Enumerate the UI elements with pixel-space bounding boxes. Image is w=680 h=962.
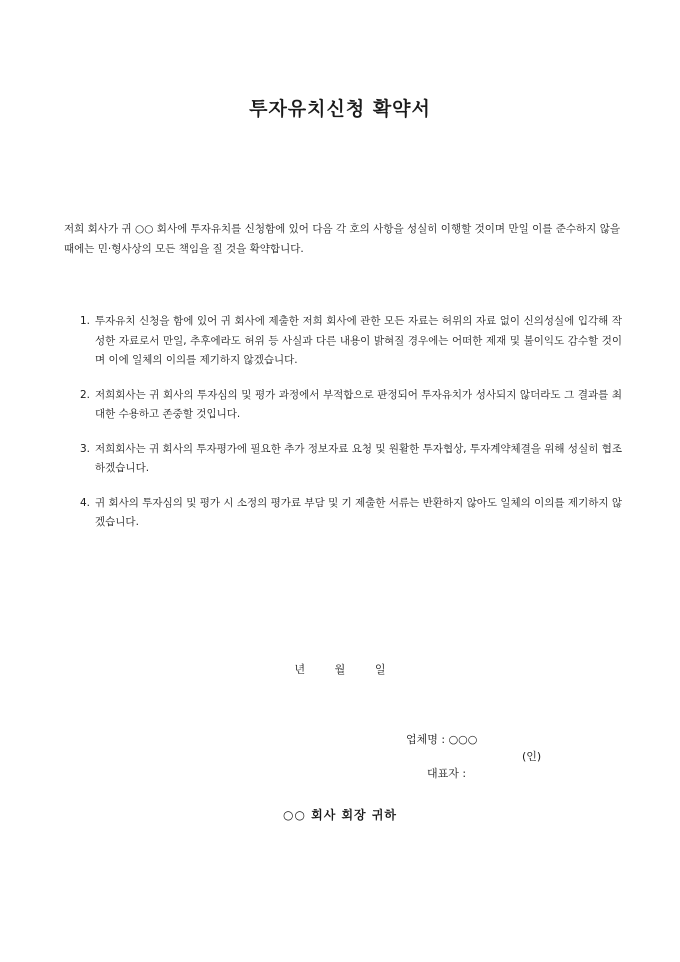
date-line [0,661,680,677]
document-title: 투자유치신청 확약서 [249,98,431,120]
date-day: 일 [374,663,386,676]
seal-mark: (인) [522,750,542,763]
pledge-item-3 [80,440,622,479]
pledge-list [80,312,622,548]
item-text: 저희회사는 귀 회사의 투자심의 및 평가 과정에서 부적합으로 판정되어 투자유치가 성사되지 않더라도 그 결과를 최대한 수용하고 존중할 것입니다. [95,388,622,420]
pledge-item-2 [80,386,622,425]
item-text: 저희회사는 귀 회사의 투자평가에 필요한 추가 정보자료 요청 및 원활한 투자협상, 투자계약체결을 위해 성실히 협조하겠습니다. [95,442,622,474]
item-number: 2. [80,388,91,401]
item-number: 1. [80,315,91,327]
date-year: 년 [294,663,306,676]
intro-paragraph: 저희 회사가 귀 ○○ 회사에 투자유치를 신청함에 있어 다음 각 호의 사항을 성실히 이행할 것이며 만일 이를 준수하지 않을 때에는 민·형사상의 모든 책임을 질 것을 확약합니다. [64,223,620,255]
item-number: 3. [80,442,91,455]
signature-block [406,731,542,816]
item-number: 4. [80,496,91,509]
pledge-item-4 [80,494,622,533]
item-text: 투자유치 신청을 함에 있어 귀 회사에 제출한 저희 회사에 관한 모든 자료는 허위의 자료 없이 신의성실에 입각해 작성한 자료로서 만일, 추후에라도 허위 등 사실과 다른 내용이 밝혀질 경우에는 어떠한 제재 및 불이익도 감수할 것이며 이에 일체의 이의를 제기하지 않겠습니다. [95,315,622,366]
company-name-line: 업체명 : ○○○ [406,733,478,746]
representative-label: 대표자 : [426,767,467,780]
item-text: 귀 회사의 투자심의 및 평가 시 소정의 평가료 부담 및 기 제출한 서류는 반환하지 않아도 일체의 이의를 제기하지 않겠습니다. [95,496,622,528]
pledge-item-1 [80,312,622,371]
recipient-line: ○○ 회사 회장 귀하 [282,808,398,822]
date-month: 월 [334,663,346,676]
